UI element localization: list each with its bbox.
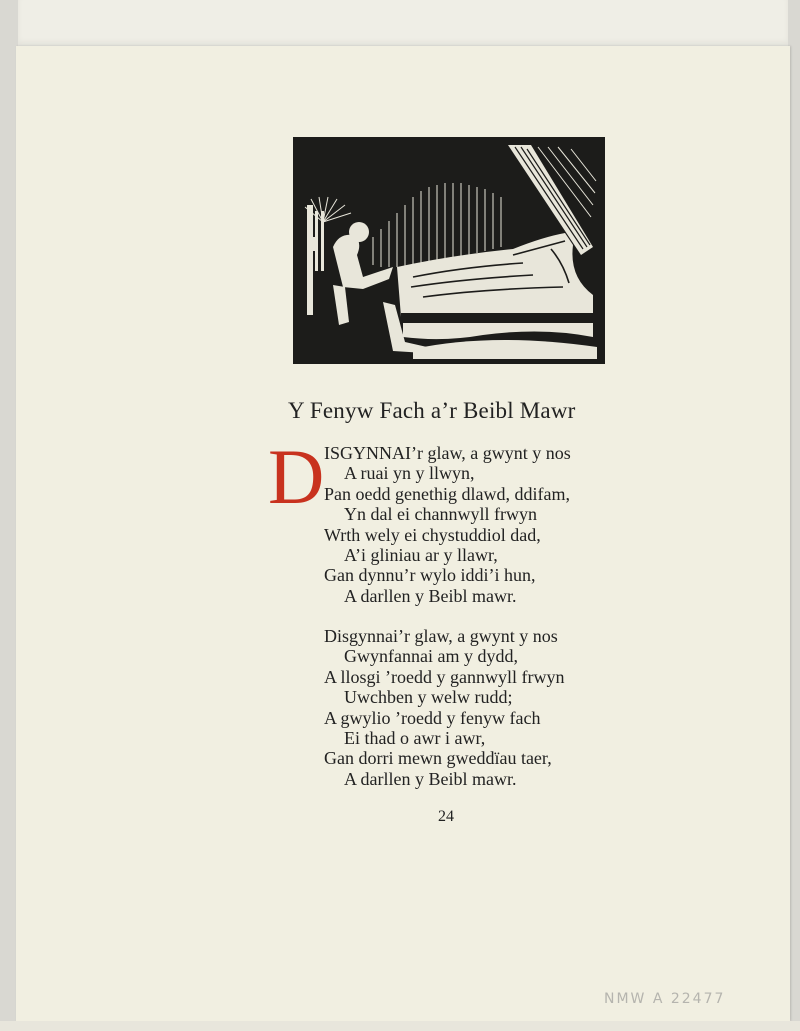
bottom-paper-edge	[0, 1021, 800, 1031]
poem-line: A llosgi ’roedd y gannwyll frwyn	[324, 666, 565, 687]
poem-line: Disgynnai’r glaw, a gwynt y nos	[324, 626, 558, 646]
woodcut-illustration	[293, 137, 605, 364]
poem-line: Gwynfannai am y dydd,	[344, 646, 518, 667]
show-through-text	[255, 260, 260, 281]
poem-line: Uwchben y welw rudd;	[344, 687, 513, 708]
poem-line: Wrth wely ei chystuddiol dad,	[324, 524, 541, 545]
poem-line: A gwylio ’roedd y fenyw fach	[324, 707, 541, 728]
page-number: 24	[438, 808, 454, 825]
stanza-1	[324, 443, 571, 606]
drop-cap-letter: D	[268, 433, 325, 520]
poem-line: Ei thad o awr i awr,	[344, 727, 486, 748]
archive-accession-mark: NMW A 22477	[604, 991, 726, 1007]
poem-line: A darllen y Beibl mawr.	[344, 768, 517, 789]
poem-line: A ruai yn y llwyn,	[344, 463, 475, 484]
poem-line: Gan dorri mewn gweddïau taer,	[324, 748, 552, 769]
top-paper-edge	[18, 0, 788, 47]
poem-line: A darllen y Beibl mawr.	[344, 585, 517, 606]
poem-line: ISGYNNAI’r glaw, a gwynt y nos	[324, 443, 571, 463]
poem-line: Yn dal ei channwyll frwyn	[344, 504, 537, 525]
poem-line: Gan dynnu’r wylo iddi’i hun,	[324, 565, 536, 586]
poem-title: Y Fenyw Fach a’r Beibl Mawr	[288, 398, 576, 423]
stanza-2	[324, 626, 564, 789]
poem-line: Pan oedd genethig dlawd, ddifam,	[324, 483, 570, 504]
poem-line: A’i gliniau ar y llawr,	[344, 544, 498, 565]
